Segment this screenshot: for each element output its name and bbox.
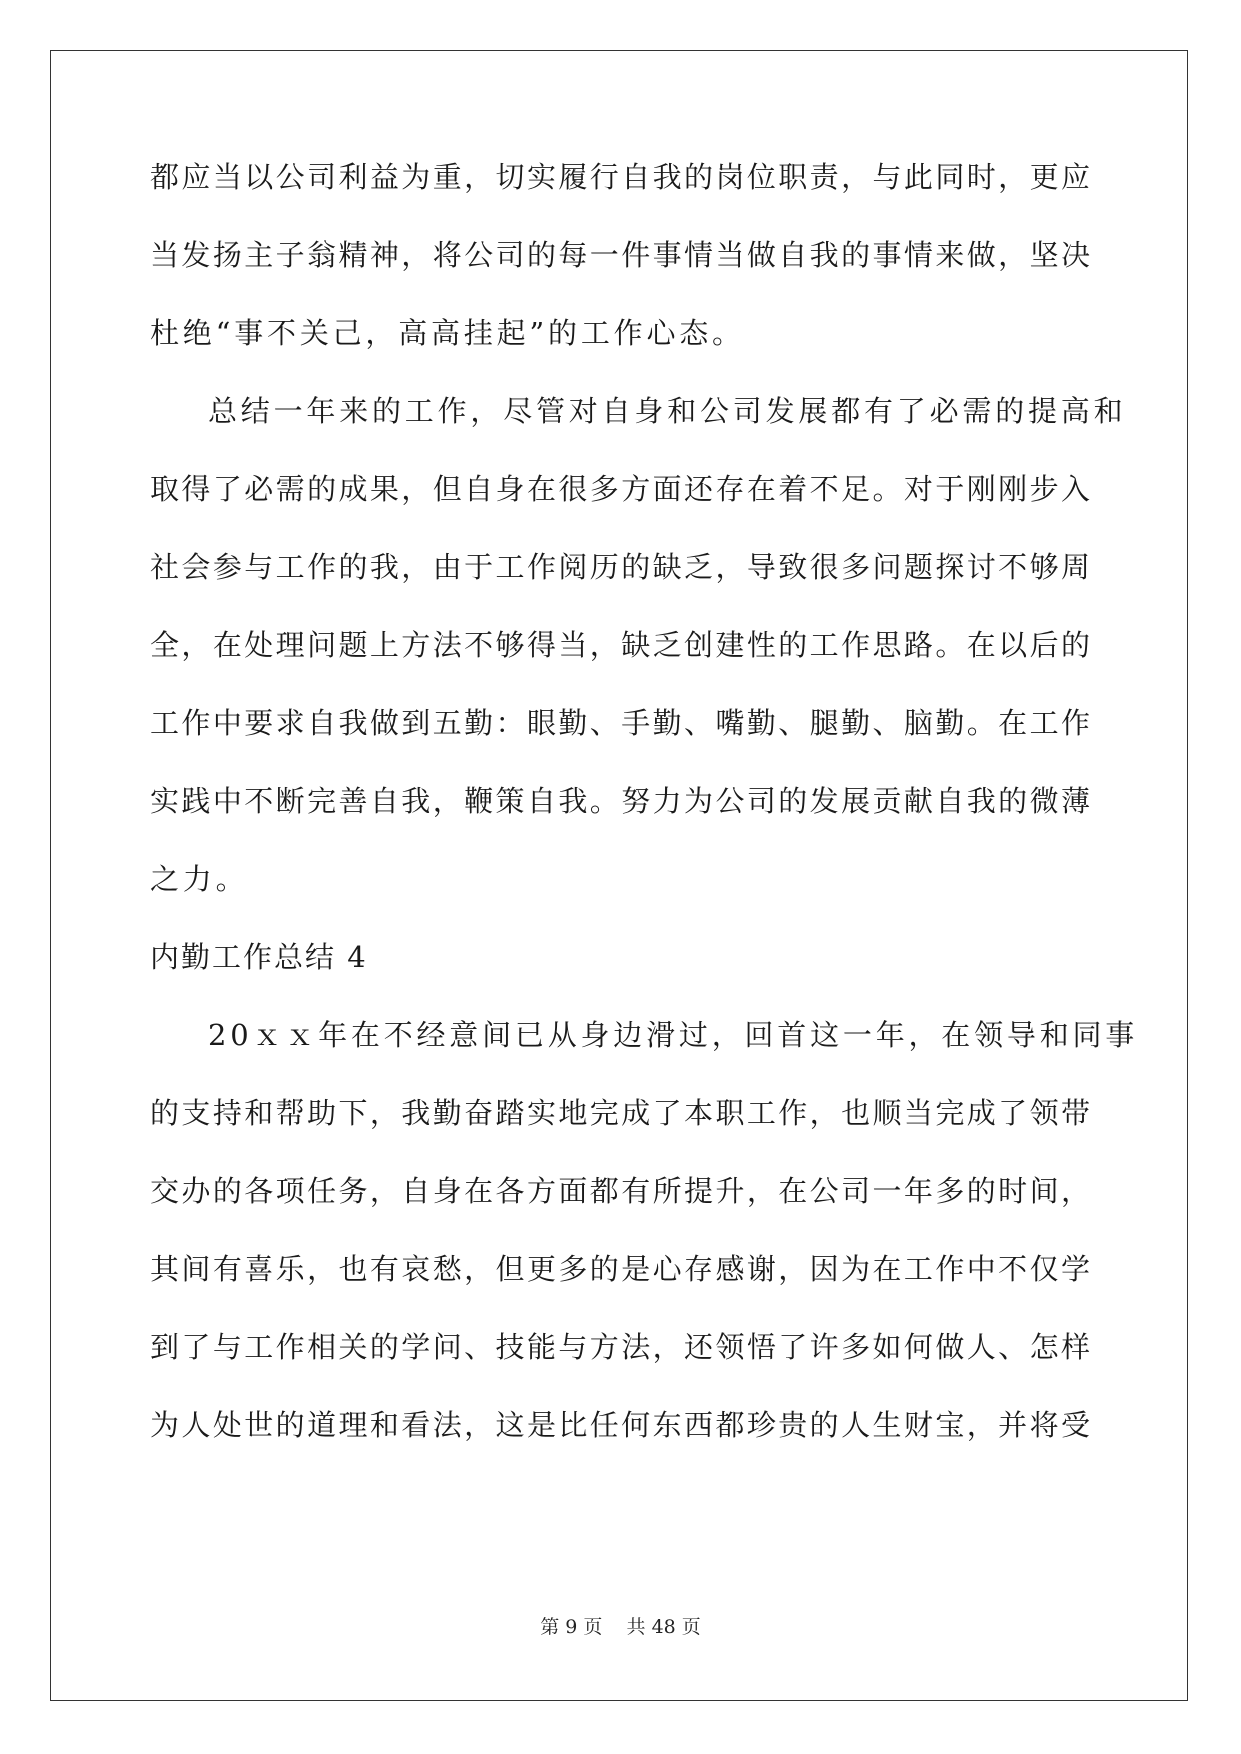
section-heading: 内勤工作总结 4 bbox=[150, 940, 368, 974]
paragraph-first-line: 总结一年来的工作，尽管对自身和公司发展都有了必需的提高和 bbox=[208, 394, 1127, 428]
text-line: 其间有喜乐，也有哀愁，但更多的是心存感谢，因为在工作中不仅学 bbox=[150, 1252, 1090, 1286]
text-line: 取得了必需的成果，但自身在很多方面还存在着不足。对于刚刚步入 bbox=[150, 472, 1090, 506]
text-line: 社会参与工作的我，由于工作阅历的缺乏，导致很多问题探讨不够周 bbox=[150, 550, 1090, 584]
text-line: 全，在处理问题上方法不够得当，缺乏创建性的工作思路。在以后的 bbox=[150, 628, 1090, 662]
text-line: 交办的各项任务，自身在各方面都有所提升，在公司一年多的时间， bbox=[150, 1174, 1090, 1208]
text-line: 工作中要求自我做到五勤：眼勤、手勤、嘴勤、腿勤、脑勤。在工作 bbox=[150, 706, 1090, 740]
text-line: 的支持和帮助下，我勤奋踏实地完成了本职工作，也顺当完成了领带 bbox=[150, 1096, 1090, 1130]
paragraph-first-line: 20ｘｘ年在不经意间已从身边滑过，回首这一年，在领导和同事 bbox=[208, 1018, 1139, 1052]
text-line: 实践中不断完善自我，鞭策自我。努力为公司的发展贡献自我的微薄 bbox=[150, 784, 1090, 818]
text-line: 为人处世的道理和看法，这是比任何东西都珍贵的人生财宝，并将受 bbox=[150, 1408, 1090, 1442]
text-line: 当发扬主子翁精神，将公司的每一件事情当做自我的事情来做，坚决 bbox=[150, 238, 1090, 272]
text-line: 到了与工作相关的学问、技能与方法，还领悟了许多如何做人、怎样 bbox=[150, 1330, 1090, 1364]
text-line: 都应当以公司利益为重，切实履行自我的岗位职责，与此同时，更应 bbox=[150, 160, 1090, 194]
text-line: 之力。 bbox=[150, 862, 249, 896]
page-footer bbox=[0, 1614, 1241, 1640]
page-total: 共 48 页 bbox=[626, 1616, 701, 1638]
text-line: 杜绝“事不关己，高高挂起”的工作心态。 bbox=[150, 316, 745, 350]
page-number: 第 9 页 bbox=[540, 1616, 603, 1638]
